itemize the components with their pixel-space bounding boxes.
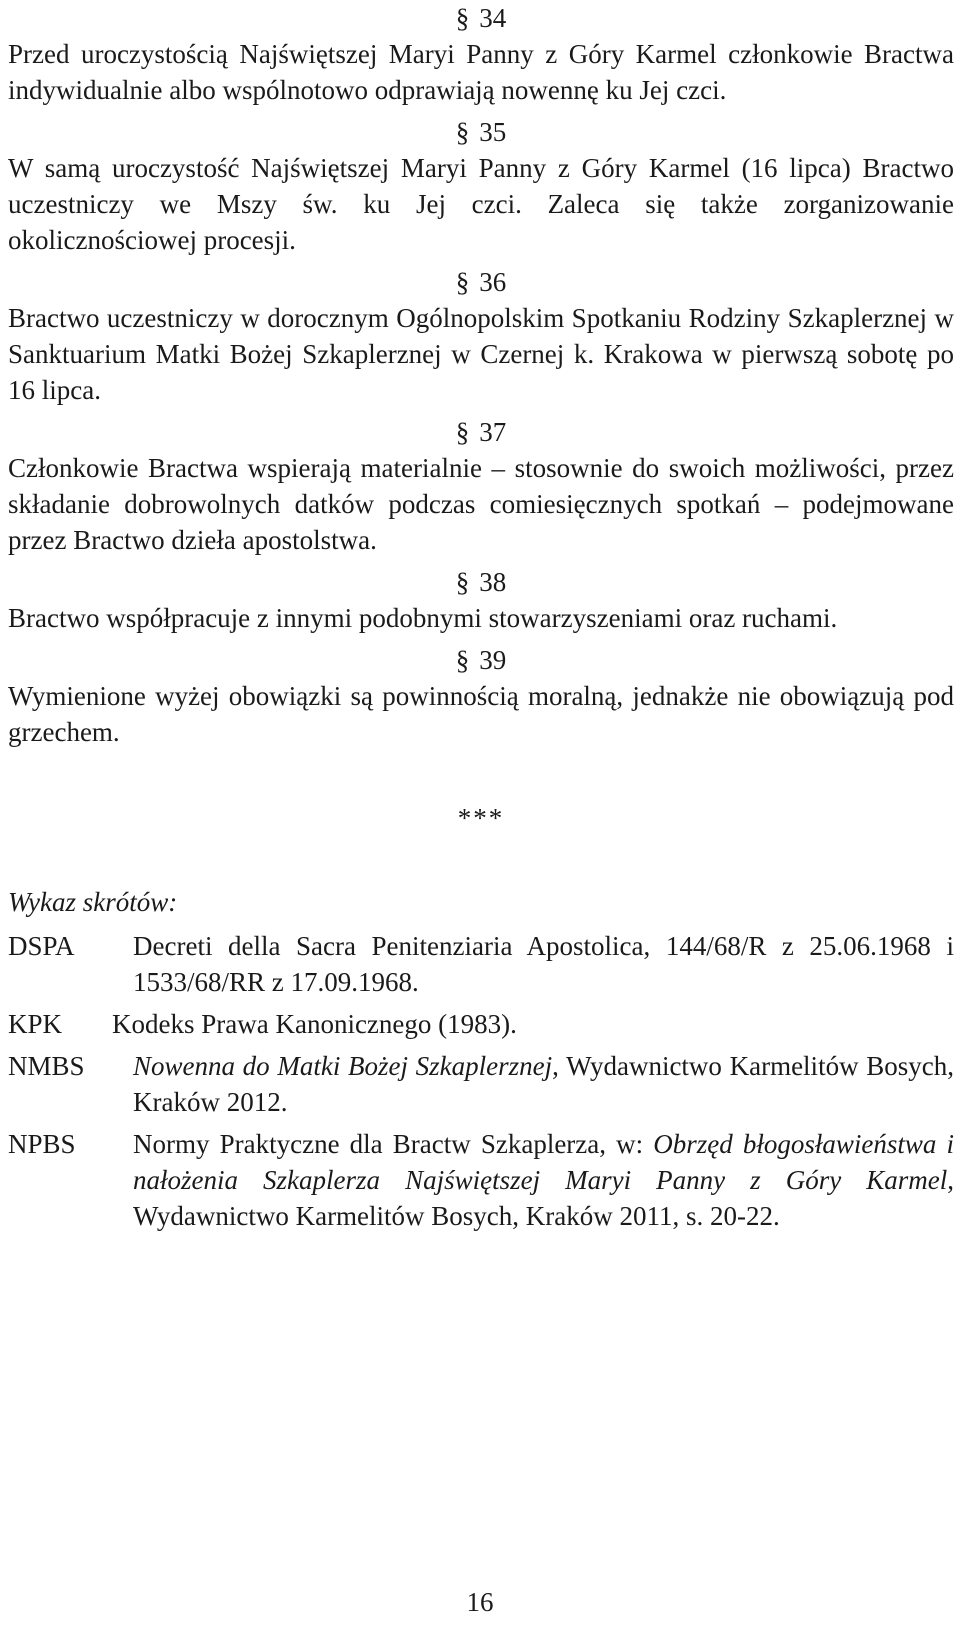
abbreviation-entry-dspa: [8, 928, 954, 1000]
abbreviation-definition: [133, 1048, 954, 1120]
abbreviation-definition: [133, 1126, 954, 1234]
paragraph-36: [8, 264, 954, 408]
abbreviations-title: Wykaz skrótów:: [8, 887, 178, 917]
paragraph-text: Przed uroczystością Najświętszej Maryi Panny z Góry Karmel członkowie Bractwa indywidualnie albo wspólnotowo odprawiają nowennę ku Jej czci.: [8, 39, 954, 105]
section-symbol: §: [455, 267, 470, 297]
abbreviation-entry-npbs: [8, 1126, 954, 1234]
paragraph-heading: [8, 414, 954, 450]
page-number: 16: [466, 1587, 494, 1617]
abbreviation-entry-nmbs: [8, 1048, 954, 1120]
paragraph-text: Bractwo współpracuje z innymi podobnymi stowarzyszeniami oraz ruchami.: [8, 603, 838, 633]
definition-text: , Wydawnictwo Karmelitów Bosych, Kraków 2012.: [133, 1051, 954, 1117]
paragraph-35: [8, 114, 954, 258]
definition-title-italic: Obrzęd błogosławieństwa i nałożenia Szkaplerza Najświętszej Maryi Panny z Góry Karmel: [133, 1129, 954, 1195]
section-symbol: §: [455, 645, 470, 675]
definition-text: , Wydawnictwo Karmelitów Bosych, Kraków 2011, s. 20-22.: [133, 1165, 954, 1231]
document-page: [8, 0, 954, 1240]
abbreviation-entry-kpk: [8, 1006, 954, 1042]
paragraph-heading: [8, 564, 954, 600]
paragraph-38: [8, 564, 954, 636]
definition-text: Normy Praktyczne dla Bractw Szkaplerza, w:: [133, 1129, 654, 1159]
definition-text: Kodeks Prawa Kanonicznego (1983).: [112, 1009, 517, 1039]
paragraph-heading: [8, 642, 954, 678]
abbreviation-key: NPBS: [8, 1129, 76, 1159]
abbreviation-definition: [112, 1006, 954, 1042]
paragraph-text: W samą uroczystość Najświętszej Maryi Panny z Góry Karmel (16 lipca) Bractwo uczestniczy we Mszy św. ku Jej czci. Zaleca się także zorganizowanie okolicznościowej procesji.: [8, 153, 954, 255]
section-separator: ***: [457, 803, 505, 833]
paragraph-37: [8, 414, 954, 558]
section-symbol: §: [455, 417, 470, 447]
abbreviation-definition: [133, 928, 954, 1000]
abbreviation-key: NMBS: [8, 1051, 85, 1081]
paragraph-number: 39: [479, 645, 507, 675]
paragraph-34: [8, 0, 954, 108]
paragraph-number: 37: [479, 417, 507, 447]
paragraph-39: [8, 642, 954, 750]
section-symbol: §: [455, 117, 470, 147]
paragraph-number: 35: [479, 117, 507, 147]
paragraph-heading: [8, 0, 954, 36]
paragraph-number: 36: [479, 267, 507, 297]
paragraph-number: 34: [479, 3, 507, 33]
abbreviations-list: [8, 928, 954, 1234]
paragraph-text: Członkowie Bractwa wspierają materialnie – stosownie do swoich możliwości, przez składanie dobrowolnych datków podczas comiesięcznych spotkań – podejmowane przez Bractwo dzieła apostolstwa.: [8, 453, 954, 555]
paragraph-heading: [8, 114, 954, 150]
paragraph-text: Bractwo uczestniczy w dorocznym Ogólnopolskim Spotkaniu Rodziny Szkaplerznej w Sanktuarium Matki Bożej Szkaplerznej w Czernej k. Krakowa w pierwszą sobotę po 16 lipca.: [8, 303, 954, 405]
definition-title-italic: Nowenna do Matki Bożej Szkaplerznej: [133, 1051, 553, 1081]
paragraph-number: 38: [479, 567, 507, 597]
paragraph-text: Wymienione wyżej obowiązki są powinnością moralną, jednakże nie obowiązują pod grzechem.: [8, 681, 954, 747]
definition-text: Decreti della Sacra Penitenziaria Apostolica, 144/68/R z 25.06.1968 i 1533/68/RR z 17.09.1968.: [133, 931, 954, 997]
abbreviation-key: DSPA: [8, 931, 75, 961]
abbreviation-key: KPK: [8, 1009, 63, 1039]
section-symbol: §: [455, 567, 470, 597]
paragraph-heading: [8, 264, 954, 300]
section-symbol: §: [455, 3, 470, 33]
